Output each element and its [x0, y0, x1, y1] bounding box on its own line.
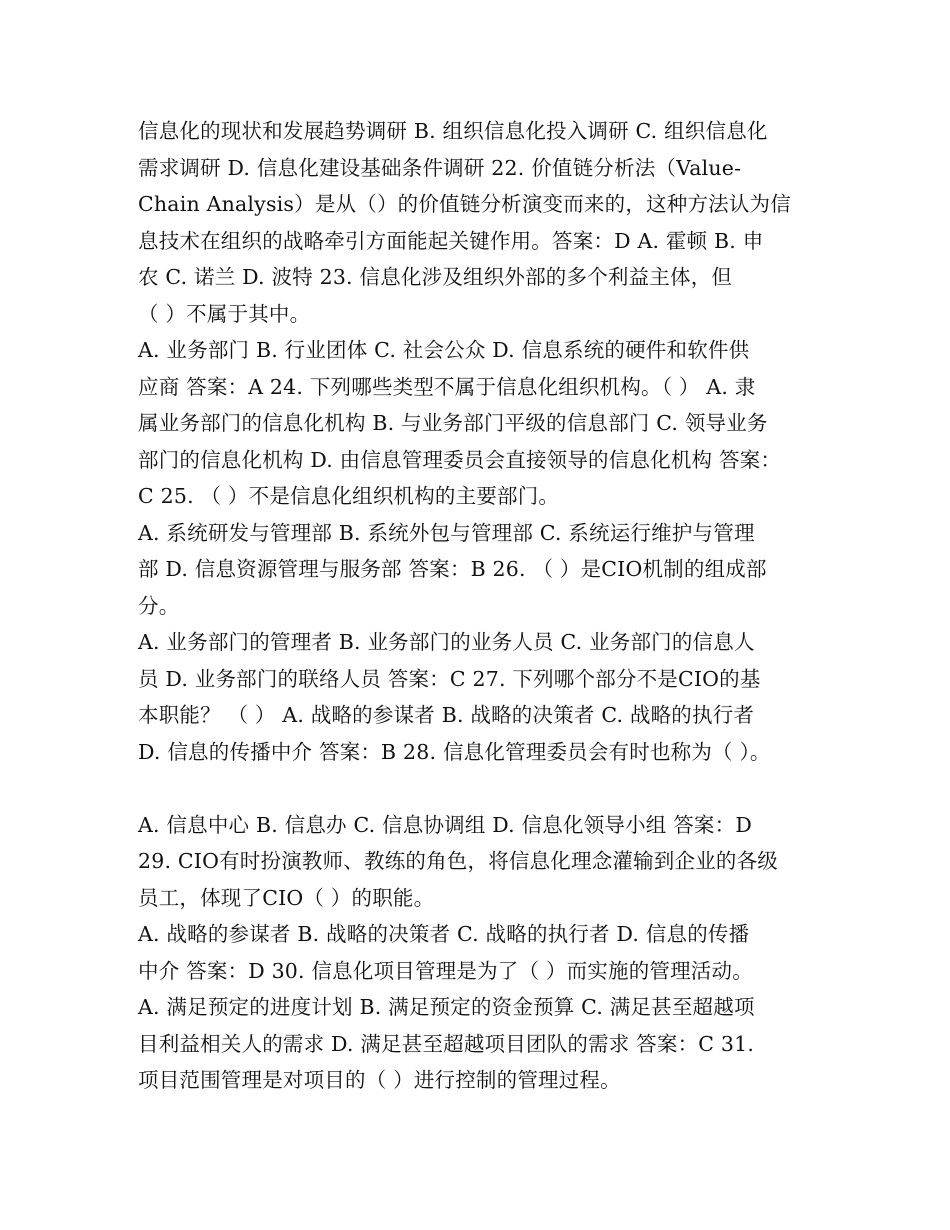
text-line: 农 C. 诺兰 D. 波特 23. 信息化涉及组织外部的多个利益主体，但: [138, 265, 733, 289]
text-line: 属业务部门的信息化机构 B. 与业务部门平级的信息部门 C. 领导业务: [138, 411, 768, 435]
text-line: 部 D. 信息资源管理与服务部 答案：B 26. （ ）是CIO机制的组成部: [138, 557, 767, 581]
text-line: 部门的信息化机构 D. 由信息管理委员会直接领导的信息化机构 答案：: [138, 447, 782, 472]
text-line: A. 战略的参谋者 B. 战略的决策者 C. 战略的执行者 D. 信息的传播: [138, 922, 750, 946]
text-line: 中介 答案：D 30. 信息化项目管理是为了（ ）而实施的管理活动。: [138, 958, 753, 983]
text-line: 分。: [138, 593, 180, 618]
text-line: 29. CIO有时扮演教师、教练的角色，将信息化理念灌输到企业的各级: [138, 849, 779, 873]
text-line: A. 业务部门 B. 行业团体 C. 社会公众 D. 信息系统的硬件和软件供: [138, 338, 750, 362]
text-line: 息技术在组织的战略牵引方面能起关键作用。答案：D A. 霍顿 B. 申: [138, 228, 764, 253]
text-line: C 25. （ ）不是信息化组织机构的主要部门。: [138, 484, 560, 508]
text-line: 项目范围管理是对项目的（ ）进行控制的管理过程。: [138, 1068, 621, 1092]
text-line: A. 系统研发与管理部 B. 系统外包与管理部 C. 系统运行维护与管理: [138, 520, 755, 545]
text-line: D. 信息的传播中介 答案：B 28. 信息化管理委员会有时也称为（ ）。: [138, 739, 771, 764]
text-line: Chain Analysis）是从（）的价值链分析演变而来的，这种方法认为信: [138, 192, 791, 216]
text-line: （ ）不属于其中。: [138, 301, 311, 326]
text-line: A. 业务部门的管理者 B. 业务部门的业务人员 C. 业务部门的信息人: [138, 630, 755, 654]
text-line: 目利益相关人的需求 D. 满足甚至超越项目团队的需求 答案：C 31.: [138, 1031, 755, 1056]
text-line: 员 D. 业务部门的联络人员 答案：C 27. 下列哪个部分不是CIO的基: [138, 666, 761, 691]
text-line: 需求调研 D. 信息化建设基础条件调研 22. 价值链分析法（Value-: [138, 155, 742, 180]
blank-line: [138, 770, 828, 807]
text-line: A. 满足预定的进度计划 B. 满足预定的资金预算 C. 满足甚至超越项: [138, 995, 755, 1019]
text-line: 员工，体现了CIO（ ）的职能。: [138, 885, 435, 910]
text-line: 本职能？ （ ） A. 战略的参谋者 B. 战略的决策者 C. 战略的执行者: [138, 703, 755, 727]
document-body: [138, 113, 828, 1099]
text-line: 信息化的现状和发展趋势调研 B. 组织信息化投入调研 C. 组织信息化: [138, 119, 768, 143]
text-line: A. 信息中心 B. 信息办 C. 信息协调组 D. 信息化领导小组 答案：D: [138, 812, 752, 837]
text-line: 应商 答案：A 24. 下列哪些类型不属于信息化组织机构。（ ） A. 隶: [138, 374, 756, 399]
